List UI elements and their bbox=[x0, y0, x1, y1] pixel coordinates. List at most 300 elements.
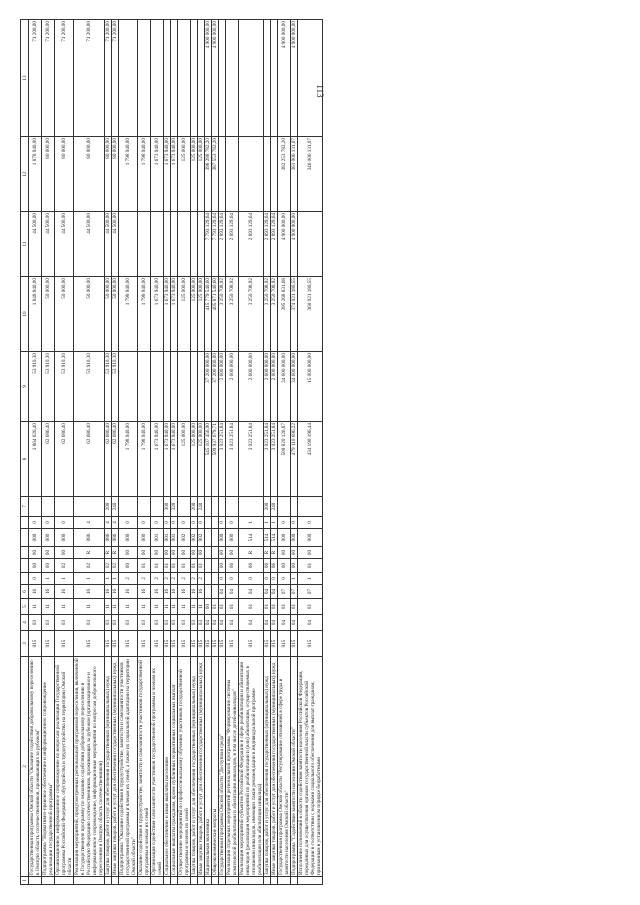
table-cell: 03 bbox=[42, 615, 55, 631]
table-cell: 000 bbox=[278, 529, 291, 547]
table-cell: 50 000,00 bbox=[112, 277, 119, 352]
table-cell bbox=[171, 20, 178, 137]
table-cell: 02 bbox=[55, 559, 74, 573]
table-cell: 00 bbox=[164, 547, 171, 559]
table-cell: 125 000,00 bbox=[198, 137, 205, 212]
table-cell: 4 bbox=[74, 517, 105, 529]
table-cell: 00 bbox=[29, 547, 42, 559]
column-header bbox=[21, 559, 29, 573]
table-cell: 71 200,00 bbox=[74, 20, 105, 137]
table-cell: 16 bbox=[42, 585, 55, 599]
table-cell: 11 bbox=[171, 599, 178, 615]
table-cell: 03 bbox=[164, 615, 171, 631]
table-cell: 2 bbox=[164, 573, 171, 585]
table-cell: 1 798 940,00 bbox=[119, 137, 138, 212]
table-cell: 44 500,00 bbox=[112, 212, 119, 277]
table-cell: 434 190 196,44 bbox=[298, 422, 323, 497]
table-cell: 06 bbox=[271, 559, 278, 573]
row-name-cell: Закупка товаров, работ и услуг для обеспечения государственных (муниципальных) нужд bbox=[264, 657, 271, 877]
table-cell: 405 871 540,60 bbox=[212, 277, 219, 352]
table-cell: 0 bbox=[29, 517, 42, 529]
table-cell: 0 bbox=[164, 517, 171, 529]
table-cell bbox=[226, 877, 239, 885]
table-cell: 395 268 831,68 bbox=[278, 277, 291, 352]
table-cell: 086 bbox=[105, 529, 112, 547]
table-cell: 125 000,00 bbox=[178, 422, 191, 497]
table-cell bbox=[151, 352, 164, 422]
table-cell bbox=[212, 529, 219, 547]
table-cell: 44 500,00 bbox=[74, 212, 105, 277]
table-cell: 53 910,30 bbox=[55, 352, 74, 422]
table-row bbox=[178, 20, 191, 885]
table-cell: 3 250 708,92 bbox=[239, 277, 264, 352]
table-cell: 0 bbox=[151, 517, 164, 529]
column-header: 9 bbox=[21, 352, 29, 422]
table-cell bbox=[205, 547, 212, 559]
table-cell bbox=[164, 212, 171, 277]
row-name-cell: Реализация мероприятий, предусмотренных региональной программой переселения, включенной в Государственную программу по оказанию содействия добровольному переселению в Российскую Федерацию соотечественников, проживающих за рубежом (организационное и информационное сопровождение, информационные мероприятия по вопросам добровольного переселения в Омскую область соотечественников) bbox=[74, 658, 104, 875]
table-cell bbox=[74, 877, 105, 885]
table-cell: 01 bbox=[138, 559, 151, 573]
table-cell: 2 893 129,64 bbox=[271, 212, 278, 277]
table-cell: 015 bbox=[29, 631, 42, 657]
row-name-cell: Оказание содействия в трудоустройстве, занятости и самозанятости участников государственной программы и членам их семей bbox=[138, 657, 151, 877]
table-cell: 00 bbox=[278, 559, 291, 573]
table-cell: 3 250 708,92 bbox=[271, 277, 278, 352]
table-cell: 02 bbox=[105, 559, 112, 573]
table-cell: 2 bbox=[119, 573, 138, 585]
table-cell bbox=[191, 212, 198, 277]
column-header: 8 bbox=[21, 422, 29, 497]
row-name-cell: Реализация отдельных мероприятий региональной программы "Формирование системы комплексной реабилитации и абилитации инвалидов, в том числе детей-инвалидов" bbox=[226, 657, 239, 877]
table-cell: 16 bbox=[29, 585, 42, 599]
table-cell: 0 bbox=[226, 573, 239, 585]
table-cell: 0 bbox=[178, 517, 191, 529]
row-name-cell: Социальное обеспечение и иные выплаты населению bbox=[164, 657, 171, 877]
table-row bbox=[212, 20, 219, 885]
table-cell: 015 bbox=[74, 631, 105, 657]
table-cell bbox=[298, 497, 323, 517]
table-cell bbox=[164, 352, 171, 422]
table-cell bbox=[239, 137, 264, 212]
table-cell: 7 793 129,64 bbox=[212, 212, 219, 277]
table-cell: 3 023 251,84 bbox=[271, 422, 278, 497]
table-cell: 2 600 000,00 bbox=[271, 352, 278, 422]
table-cell: 01 bbox=[278, 599, 291, 615]
table-cell: 3 023 251,84 bbox=[239, 422, 264, 497]
table-cell: 03 bbox=[191, 615, 198, 631]
row-name-cell: Государственная программа Омской области "Доступная среда" bbox=[219, 657, 226, 877]
table-cell bbox=[291, 877, 298, 885]
table-cell: 000 bbox=[42, 529, 55, 547]
table-cell: 00 bbox=[29, 559, 42, 573]
table-cell: 71 200,00 bbox=[42, 20, 55, 137]
table-cell: 44 500,00 bbox=[42, 212, 55, 277]
table-cell: 000 bbox=[219, 529, 226, 547]
table-cell: 80 000,00 bbox=[74, 137, 105, 212]
table-cell: 04 bbox=[271, 585, 278, 599]
table-cell: 00 bbox=[219, 547, 226, 559]
row-name-cell: Иные закупки товаров, работ и услуг для обеспечения государственных (муниципальных) нужд bbox=[271, 657, 278, 877]
column-header bbox=[21, 517, 29, 529]
table-cell: 015 bbox=[164, 631, 171, 657]
table-cell: 2 bbox=[151, 573, 164, 585]
table-cell: 00 bbox=[55, 547, 74, 559]
table-cell bbox=[178, 877, 191, 885]
table-cell: 11 bbox=[112, 599, 119, 615]
table-cell: 01 bbox=[198, 559, 205, 573]
table-cell bbox=[191, 877, 198, 885]
table-cell: 00 bbox=[178, 547, 191, 559]
table-cell: 11 bbox=[191, 599, 198, 615]
table-cell bbox=[239, 877, 264, 885]
row-name-cell: Организация содействия самозанятости участников государственной программы и членам их семей bbox=[151, 657, 164, 877]
table-cell: 04 bbox=[205, 615, 212, 631]
table-cell bbox=[298, 212, 323, 277]
table-cell: 3 023 251,84 bbox=[226, 422, 239, 497]
table-cell: 71 200,00 bbox=[112, 20, 119, 137]
table-cell: 16 bbox=[198, 585, 205, 599]
table-cell: 07 bbox=[298, 585, 323, 599]
table-cell: 01 bbox=[271, 599, 278, 615]
row-name-cell: Общеэкономические вопросы bbox=[212, 657, 219, 877]
table-cell bbox=[205, 529, 212, 547]
table-cell: 53 910,30 bbox=[42, 352, 55, 422]
table-cell: 2 600 000,00 bbox=[226, 352, 239, 422]
table-row bbox=[74, 20, 105, 885]
table-cell: 02 bbox=[112, 559, 119, 573]
table-cell: 1 bbox=[239, 517, 264, 529]
table-cell: 00 bbox=[291, 547, 298, 559]
table-cell: 125 000,00 bbox=[191, 137, 198, 212]
table-cell: 514 bbox=[271, 529, 278, 547]
table-cell bbox=[138, 20, 151, 137]
table-cell: 62 686,40 bbox=[55, 422, 74, 497]
table-cell: 1 bbox=[271, 517, 278, 529]
column-header bbox=[21, 529, 29, 547]
table-cell: 00 bbox=[119, 547, 138, 559]
table-cell: 4 900 000,00 bbox=[278, 212, 291, 277]
column-header: 12 bbox=[21, 137, 29, 212]
table-container bbox=[20, 21, 620, 885]
table-cell: 04 bbox=[219, 615, 226, 631]
table-cell: 16 bbox=[178, 585, 191, 599]
table-cell: 015 bbox=[198, 631, 205, 657]
table-cell: R bbox=[74, 547, 105, 559]
table-cell: 50 000,00 bbox=[55, 277, 74, 352]
table-cell: 514 bbox=[264, 529, 271, 547]
table-cell bbox=[42, 497, 55, 517]
table-cell: 000 bbox=[29, 529, 42, 547]
row-name-cell: Государственная программа Омской области "Регулирование отношений в сфере труда и занятости населения Омской области" bbox=[278, 657, 291, 877]
table-cell bbox=[119, 212, 138, 277]
row-name-cell: Реализация мероприятий субъектов Российской Федерации в сфере реабилитации и абилитации инвалидов (реализация мероприятий по реабилитации и (или) абилитации, осуществляемых в отношении инвалидов, имеющих такие рекомендации в индивидуальной программе реабилитации или абилитации инвалида) bbox=[239, 657, 264, 877]
table-cell bbox=[298, 877, 323, 885]
table-cell: 4 900 000,00 bbox=[205, 20, 212, 137]
table-cell: 00 bbox=[42, 559, 55, 573]
table-cell: 80 000,00 bbox=[55, 137, 74, 212]
table-cell bbox=[212, 585, 219, 599]
table-cell bbox=[178, 497, 191, 517]
table-cell: 34 600 000,00 bbox=[291, 352, 298, 422]
page-number: 113 bbox=[315, 84, 325, 98]
table-cell: 1 bbox=[105, 573, 112, 585]
table-cell: 1 bbox=[264, 517, 271, 529]
row-name-cell: Социальные выплаты гражданам, кроме публичных нормативных социальных выплат bbox=[171, 657, 178, 877]
table-cell: 015 bbox=[298, 631, 323, 657]
table-cell: 387 553 782,20 bbox=[212, 137, 219, 212]
table-cell bbox=[212, 497, 219, 517]
table-cell: 0 bbox=[191, 517, 198, 529]
table-cell: 53 910,30 bbox=[112, 352, 119, 422]
table-cell: 0 bbox=[278, 573, 291, 585]
table-cell: 11 bbox=[198, 599, 205, 615]
table-cell: 1 673 940,00 bbox=[171, 137, 178, 212]
table-cell: 00 bbox=[278, 547, 291, 559]
table-cell: 00 bbox=[205, 599, 212, 615]
table-row bbox=[151, 20, 164, 885]
table-cell: 479 110 696,22 bbox=[291, 422, 298, 497]
table-cell: 11 bbox=[164, 599, 171, 615]
table-cell: 015 bbox=[264, 631, 271, 657]
table-cell: 000 bbox=[298, 529, 323, 547]
table-cell: 11 bbox=[55, 599, 74, 615]
table-cell: 015 bbox=[119, 631, 138, 657]
table-cell: 0 bbox=[219, 517, 226, 529]
table-cell bbox=[212, 877, 219, 885]
table-cell bbox=[119, 20, 138, 137]
table-cell bbox=[198, 20, 205, 137]
table-cell: 06 bbox=[264, 559, 271, 573]
table-cell: 11 bbox=[29, 599, 42, 615]
table-cell: 00 bbox=[298, 547, 323, 559]
table-cell: 3 250 708,92 bbox=[226, 277, 239, 352]
table-row bbox=[271, 20, 278, 885]
table-cell: 53 910,30 bbox=[29, 352, 42, 422]
table-cell: 00 bbox=[291, 559, 298, 573]
table-cell: 0 bbox=[219, 573, 226, 585]
table-cell: 415 779 540,60 bbox=[205, 277, 212, 352]
table-cell: 04 bbox=[239, 615, 264, 631]
table-cell: 4 bbox=[105, 517, 112, 529]
table-cell bbox=[164, 877, 171, 885]
table-cell: 015 bbox=[178, 631, 191, 657]
row-name-cell: Осуществление мероприятий по профессиональному обучению участников государственной программы и членов их семей bbox=[178, 657, 191, 877]
table-cell: 53 910,30 bbox=[105, 352, 112, 422]
table-cell: 62 686,40 bbox=[42, 422, 55, 497]
table-cell: 015 bbox=[171, 631, 178, 657]
table-cell bbox=[212, 517, 219, 529]
table-cell: 001 bbox=[171, 529, 178, 547]
table-cell: 1 878 940,00 bbox=[29, 137, 42, 212]
table-cell: 71 200,00 bbox=[55, 20, 74, 137]
table-cell bbox=[119, 877, 138, 885]
table-cell: 00 bbox=[42, 547, 55, 559]
table-cell: 086 bbox=[112, 529, 119, 547]
table-row bbox=[105, 20, 112, 885]
table-cell bbox=[171, 352, 178, 422]
table-cell: 086 bbox=[74, 529, 105, 547]
table-row bbox=[219, 20, 226, 885]
table-cell: 3 250 708,92 bbox=[264, 277, 271, 352]
table-cell: 015 bbox=[271, 631, 278, 657]
column-header: 1 bbox=[21, 877, 29, 885]
table-cell: 01 bbox=[298, 559, 323, 573]
table-cell: 015 bbox=[205, 631, 212, 657]
column-header: 11 bbox=[21, 212, 29, 277]
table-cell: 62 686,40 bbox=[105, 422, 112, 497]
table-cell: 00 bbox=[119, 559, 138, 573]
table-cell: 200 bbox=[191, 497, 198, 517]
table-cell bbox=[219, 137, 226, 212]
table-row bbox=[55, 20, 74, 885]
row-name-cell: Иные закупки товаров, работ и услуг для обеспечения государственных (муниципальных) нужд bbox=[112, 657, 119, 877]
table-cell: 01 bbox=[191, 559, 198, 573]
table-cell: 11 bbox=[105, 599, 112, 615]
table-cell: 015 bbox=[151, 631, 164, 657]
table-cell: 03 bbox=[74, 615, 105, 631]
table-cell: 01 bbox=[239, 599, 264, 615]
table-cell: 3 023 251,84 bbox=[264, 422, 271, 497]
table-cell: 346 006 131,07 bbox=[298, 137, 323, 212]
table-cell bbox=[219, 497, 226, 517]
table-cell bbox=[138, 212, 151, 277]
table-cell: 03 bbox=[138, 615, 151, 631]
table-cell: 1 848 940,00 bbox=[29, 277, 42, 352]
table-cell: 03 bbox=[29, 615, 42, 631]
table-cell bbox=[42, 877, 55, 885]
table-cell: 0 bbox=[239, 573, 264, 585]
table-row bbox=[298, 20, 323, 885]
table-cell: 00 bbox=[198, 547, 205, 559]
table-cell bbox=[151, 20, 164, 137]
table-cell: 000 bbox=[138, 529, 151, 547]
table-cell: 16 bbox=[55, 585, 74, 599]
table-cell: 1 798 940,00 bbox=[138, 137, 151, 212]
table-cell bbox=[164, 20, 171, 137]
table-row bbox=[29, 20, 42, 885]
table-cell: 1 bbox=[55, 573, 74, 585]
table-cell: 1 bbox=[42, 573, 55, 585]
table-cell bbox=[151, 212, 164, 277]
table-cell: 11 bbox=[138, 599, 151, 615]
table-cell bbox=[226, 497, 239, 517]
table-cell: 500 820 126,87 bbox=[278, 422, 291, 497]
table-cell bbox=[29, 877, 42, 885]
table-cell: 16 bbox=[171, 585, 178, 599]
column-header: 6 bbox=[21, 585, 29, 599]
table-cell: 80 000,00 bbox=[112, 137, 119, 212]
table-row bbox=[198, 20, 205, 885]
table-cell: 04 bbox=[226, 615, 239, 631]
table-cell: 01 bbox=[171, 559, 178, 573]
table-cell: 04 bbox=[271, 615, 278, 631]
table-cell bbox=[151, 497, 164, 517]
table-cell: 1 673 940,00 bbox=[151, 422, 164, 497]
table-cell bbox=[205, 877, 212, 885]
table-cell: 71 200,00 bbox=[105, 20, 112, 137]
table-cell: 0 bbox=[198, 517, 205, 529]
table-cell: 80 000,00 bbox=[105, 137, 112, 212]
table-row bbox=[191, 20, 198, 885]
table-cell: 16 bbox=[119, 585, 138, 599]
table-cell: 3 023 251,84 bbox=[219, 422, 226, 497]
table-cell bbox=[178, 20, 191, 137]
table-cell: 2 bbox=[198, 573, 205, 585]
table-cell: 07 bbox=[291, 585, 298, 599]
table-cell: 11 bbox=[74, 599, 105, 615]
table-cell: 01 bbox=[219, 599, 226, 615]
table-cell: 015 bbox=[239, 631, 264, 657]
table-cell: 7 793 129,64 bbox=[205, 212, 212, 277]
table-cell: 02 bbox=[74, 559, 105, 573]
table-cell: 0 bbox=[119, 517, 138, 529]
table-cell bbox=[171, 877, 178, 885]
table-cell: 0 bbox=[278, 517, 291, 529]
table-row bbox=[138, 20, 151, 885]
table-cell: 01 bbox=[212, 599, 219, 615]
table-cell: 16 bbox=[112, 585, 119, 599]
row-name-cell: Подпрограмма "Нормативно-правовое обеспечение и информационное сопровождение реализации государственной программы" bbox=[42, 657, 55, 877]
table-cell: 509 937 679,71 bbox=[212, 422, 219, 497]
table-cell: 000 bbox=[55, 529, 74, 547]
budget-table bbox=[20, 19, 323, 885]
table-cell bbox=[171, 212, 178, 277]
row-name-cell: Закупка товаров, работ и услуг для обеспечения государственных (муниципальных) нужд bbox=[191, 657, 198, 877]
table-cell bbox=[191, 352, 198, 422]
table-cell: 1 864 626,40 bbox=[29, 422, 42, 497]
table-cell bbox=[205, 573, 212, 585]
table-cell: 01 bbox=[164, 559, 171, 573]
table-cell: 2 600 000,00 bbox=[239, 352, 264, 422]
table-cell: 71 200,00 bbox=[29, 20, 42, 137]
table-cell: 62 686,40 bbox=[112, 422, 119, 497]
table-cell bbox=[264, 20, 271, 137]
row-name-cell: Организационное, информационное сопровождение по вопросам реализации Государственной программы Российской Федерации, обустройства и трудоустройства на территории Омской области bbox=[55, 657, 74, 877]
table-cell bbox=[74, 497, 105, 517]
table-cell: 1 798 940,00 bbox=[119, 422, 138, 497]
table-cell: 240 bbox=[112, 497, 119, 517]
table-cell: 00 bbox=[219, 559, 226, 573]
column-header bbox=[21, 573, 29, 585]
table-cell: 1 bbox=[298, 573, 323, 585]
table-cell: 001 bbox=[151, 529, 164, 547]
table-cell: 545 107 456,90 bbox=[205, 422, 212, 497]
table-cell bbox=[55, 497, 74, 517]
table-cell: 01 bbox=[226, 599, 239, 615]
table-cell: 16 bbox=[74, 585, 105, 599]
table-cell: 03 bbox=[112, 615, 119, 631]
header-row bbox=[21, 20, 29, 885]
table-cell: 1 bbox=[112, 573, 119, 585]
table-cell bbox=[138, 497, 151, 517]
table-cell: 1 798 940,00 bbox=[119, 277, 138, 352]
table-cell: 000 bbox=[291, 529, 298, 547]
table-cell: 015 bbox=[105, 631, 112, 657]
table-cell: 11 bbox=[151, 599, 164, 615]
table-cell bbox=[138, 877, 151, 885]
table-cell: R bbox=[264, 547, 271, 559]
table-cell: 125 000,00 bbox=[198, 422, 205, 497]
table-cell: 002 bbox=[178, 529, 191, 547]
table-cell: 04 bbox=[212, 615, 219, 631]
table-cell: 015 bbox=[226, 631, 239, 657]
table-cell: 01 bbox=[291, 599, 298, 615]
table-cell: 0 bbox=[226, 517, 239, 529]
table-cell: 4 900 000,00 bbox=[278, 20, 291, 137]
table-cell: 125 000,00 bbox=[178, 137, 191, 212]
table-cell: 0 bbox=[271, 573, 278, 585]
